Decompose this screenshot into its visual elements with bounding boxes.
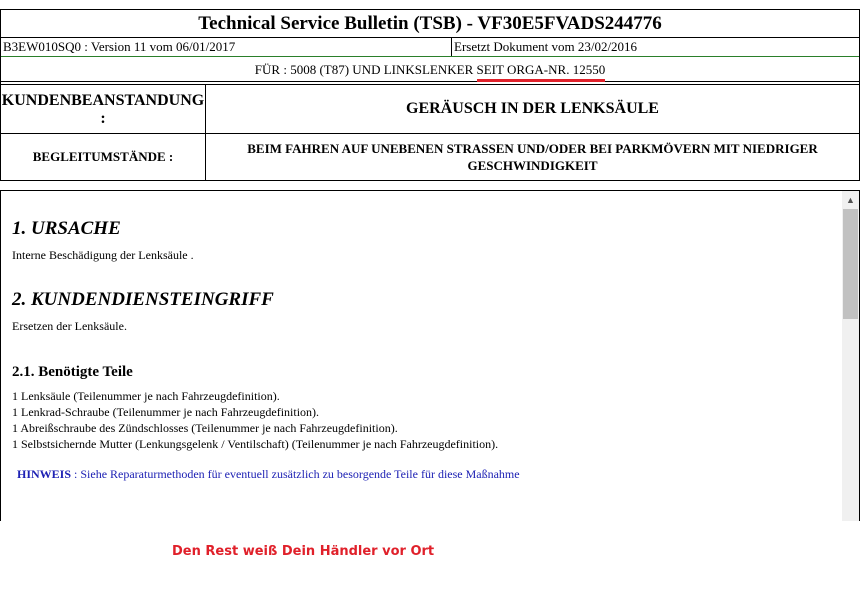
list-item: 1 Lenkrad-Schraube (Teilenummer je nach Fahrzeugdefinition). xyxy=(12,405,320,419)
complaint-value: GERÄUSCH IN DER LENKSÄULE xyxy=(406,100,659,117)
applicability-vehicle: FÜR : 5008 (T87) UND LINKSLENKER xyxy=(254,62,474,77)
applicability-orga-number: SEIT ORGA-NR. 12550 xyxy=(477,57,606,83)
note-text: : Siehe Reparaturmethoden für eventuell zusätzlich zu besorgende Teile für diese Maßnahme xyxy=(71,467,520,481)
complaint-row xyxy=(1,84,859,134)
scroll-up-arrow-icon[interactable]: ▲ xyxy=(846,195,855,205)
section-cause-heading: 1. URSACHE xyxy=(12,218,121,239)
note-label: HINWEIS xyxy=(17,467,72,481)
replaced-document: Ersetzt Dokument vom 23/02/2016 xyxy=(454,39,638,54)
circumstances-row xyxy=(1,134,859,181)
document-info-row xyxy=(1,38,859,57)
parts-list xyxy=(12,388,498,452)
applicability-line xyxy=(1,57,859,82)
parts-heading: 2.1. Benötigte Teile xyxy=(12,364,133,380)
circumstances-label: BEGLEITUMSTÄNDE : xyxy=(1,134,206,180)
bulletin-content-pane[interactable] xyxy=(0,190,860,521)
section-service-text: Ersetzen der Lenksäule. xyxy=(12,319,127,333)
circumstances-value: BEIM FAHREN AUF UNEBENEN STRASSEN UND/ODER BEI PARKMÖVERN MIT NIEDRIGER GESCHWINDIGKEIT xyxy=(247,141,818,173)
note xyxy=(17,467,520,482)
vertical-scrollbar[interactable] xyxy=(842,191,859,521)
tsb-title: Technical Service Bulletin (TSB) - VF30E5FVADS244776 xyxy=(1,10,859,38)
list-item: 1 Selbstsichernde Mutter (Lenkungsgelenk / Ventilschaft) (Teilenummer je nach Fahrzeugdefinition). xyxy=(12,437,499,451)
section-cause-text: Interne Beschädigung der Lenksäule . xyxy=(12,248,194,262)
footer-caption: Den Rest weiß Dein Händler vor Ort xyxy=(172,544,435,559)
complaint-label: KUNDENBEANSTANDUNG : xyxy=(1,85,206,133)
scrollbar-thumb[interactable] xyxy=(843,209,858,319)
section-service-heading: 2. KUNDENDIENSTEINGRIFF xyxy=(12,289,274,310)
list-item: 1 Lenksäule (Teilenummer je nach Fahrzeugdefinition). xyxy=(12,389,280,403)
list-item: 1 Abreißschraube des Zündschlosses (Teilenummer je nach Fahrzeugdefinition). xyxy=(12,421,398,435)
tsb-header xyxy=(0,9,860,181)
document-version: B3EW010SQ0 : Version 11 vom 06/01/2017 xyxy=(1,38,452,56)
